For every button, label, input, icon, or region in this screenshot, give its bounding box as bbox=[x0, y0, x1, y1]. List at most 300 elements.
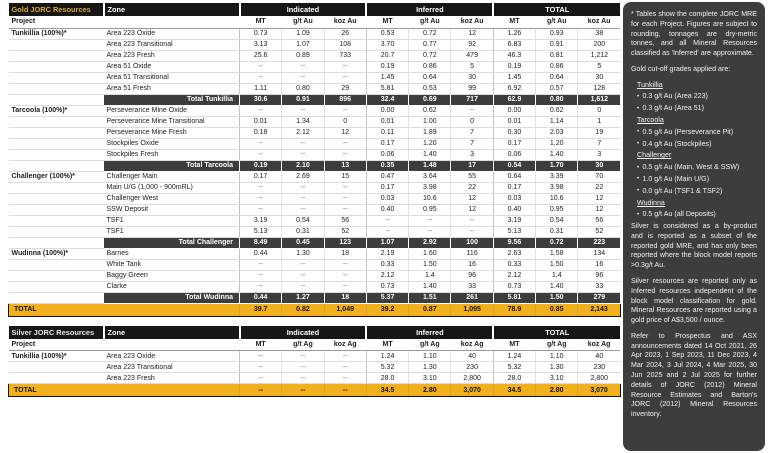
value-cell: 0.44 bbox=[240, 248, 282, 259]
project-cell bbox=[9, 281, 104, 292]
project-cell bbox=[9, 138, 104, 149]
value-cell: 3.13 bbox=[240, 39, 282, 50]
zone-cell: Area 223 Transitional bbox=[104, 362, 240, 373]
value-cell: 16 bbox=[451, 259, 493, 270]
grand-total-row bbox=[9, 303, 621, 316]
subtotal-value: 0.44 bbox=[240, 292, 282, 303]
value-cell: 0 bbox=[578, 105, 620, 116]
value-cell: 12 bbox=[451, 28, 493, 39]
value-cell: 0.17 bbox=[366, 182, 408, 193]
project-cell bbox=[9, 215, 104, 226]
group-header-inferred: Inferred bbox=[366, 3, 493, 16]
sub-header: MT bbox=[493, 339, 535, 351]
value-cell: 1.45 bbox=[366, 72, 408, 83]
value-cell: 30 bbox=[451, 72, 493, 83]
table-row bbox=[9, 373, 621, 384]
project-cell bbox=[9, 39, 104, 50]
subtotal-value: 1.07 bbox=[366, 237, 408, 248]
subtotal-value: 9.56 bbox=[493, 237, 535, 248]
value-cell: 16 bbox=[578, 259, 620, 270]
note-paragraph-intro: * Tables show the complete JORC MRE for each Project. Figures are subject to rounding, tonnages are dry-metric tonnes, and all Mineral Resources classified as 'Inferred' are approximate. bbox=[631, 10, 757, 58]
notes-sidebar bbox=[623, 2, 765, 451]
value-cell: 1.24 bbox=[366, 351, 408, 362]
value-cell: 1.20 bbox=[409, 138, 451, 149]
value-cell: 0 bbox=[324, 116, 366, 127]
value-cell: 1 bbox=[578, 116, 620, 127]
subtotal-value: 223 bbox=[578, 237, 620, 248]
value-cell: 33 bbox=[578, 281, 620, 292]
project-spacer-cell bbox=[9, 237, 104, 248]
grand-total-row bbox=[9, 384, 621, 397]
project-cell bbox=[9, 149, 104, 160]
value-cell: -- bbox=[324, 182, 366, 193]
table-title: Silver JORC Resources bbox=[9, 326, 104, 339]
sub-header: koz Au bbox=[578, 16, 620, 28]
value-cell: 1.10 bbox=[536, 351, 578, 362]
subtotal-value: 17 bbox=[451, 160, 493, 171]
zone-cell: Perseverance Mine Oxide bbox=[104, 105, 240, 116]
value-cell: 1.50 bbox=[536, 259, 578, 270]
subtotal-value: 5.81 bbox=[493, 292, 535, 303]
value-cell: -- bbox=[282, 351, 324, 362]
value-cell: 0.19 bbox=[493, 61, 535, 72]
value-cell: 0.00 bbox=[493, 105, 535, 116]
value-cell: 5.81 bbox=[366, 83, 408, 94]
value-cell: -- bbox=[282, 182, 324, 193]
value-cell: 6.92 bbox=[493, 83, 535, 94]
project-cell bbox=[9, 116, 104, 127]
value-cell: 0.17 bbox=[240, 171, 282, 182]
value-cell: 30 bbox=[578, 72, 620, 83]
value-cell: 3.98 bbox=[409, 182, 451, 193]
value-cell: -- bbox=[282, 204, 324, 215]
subtotal-value: 0.19 bbox=[240, 160, 282, 171]
value-cell: 0.93 bbox=[536, 28, 578, 39]
value-cell: 0.03 bbox=[366, 193, 408, 204]
value-cell: -- bbox=[282, 105, 324, 116]
value-cell: 230 bbox=[578, 362, 620, 373]
table-row bbox=[9, 127, 621, 138]
project-cell bbox=[9, 72, 104, 83]
sub-header: MT bbox=[366, 339, 408, 351]
table-row bbox=[9, 105, 621, 116]
cutoff-bullet: • 0.5 g/t Au (Perseverance Pit) bbox=[637, 128, 757, 138]
value-cell: -- bbox=[282, 373, 324, 384]
value-cell: 52 bbox=[578, 226, 620, 237]
value-cell: -- bbox=[324, 281, 366, 292]
note-cutoff-intro: Gold cut-off grades applied are: bbox=[631, 64, 731, 73]
subtotal-value: 18 bbox=[324, 292, 366, 303]
value-cell: 2.12 bbox=[493, 270, 535, 281]
value-cell: -- bbox=[451, 226, 493, 237]
grand-total-value: -- bbox=[324, 384, 366, 397]
sub-header: MT bbox=[240, 339, 282, 351]
value-cell: 92 bbox=[451, 39, 493, 50]
cutoff-bullet: • 0.3 g/t Au (Area 223) bbox=[637, 92, 757, 102]
value-cell: 0.47 bbox=[366, 171, 408, 182]
value-cell: -- bbox=[282, 149, 324, 160]
value-cell: -- bbox=[324, 259, 366, 270]
value-cell: 1.11 bbox=[240, 83, 282, 94]
value-cell: 55 bbox=[451, 171, 493, 182]
zone-cell: Baggy Green bbox=[104, 270, 240, 281]
value-cell: 0.18 bbox=[240, 127, 282, 138]
value-cell: -- bbox=[240, 182, 282, 193]
value-cell: 1.07 bbox=[282, 39, 324, 50]
grand-total-value: 34.5 bbox=[366, 384, 408, 397]
value-cell: -- bbox=[366, 226, 408, 237]
value-cell: -- bbox=[324, 72, 366, 83]
value-cell: 5.13 bbox=[493, 226, 535, 237]
project-cell: Tunkillia (100%)* bbox=[9, 28, 104, 39]
table-row bbox=[9, 226, 621, 237]
grand-total-value: 2.80 bbox=[536, 384, 578, 397]
value-cell: 40 bbox=[451, 351, 493, 362]
project-column-header: Project bbox=[9, 16, 104, 28]
value-cell: 2,800 bbox=[451, 373, 493, 384]
table-row bbox=[9, 138, 621, 149]
zone-subheader-spacer bbox=[104, 339, 240, 351]
value-cell: 1.30 bbox=[282, 248, 324, 259]
sub-header: koz Ag bbox=[451, 339, 493, 351]
value-cell: 0.01 bbox=[493, 116, 535, 127]
project-cell bbox=[9, 83, 104, 94]
group-header-inferred: Inferred bbox=[366, 326, 493, 339]
project-cell bbox=[9, 204, 104, 215]
value-cell: 52 bbox=[324, 226, 366, 237]
project-cell bbox=[9, 373, 104, 384]
subtotal-value: 30 bbox=[578, 160, 620, 171]
table-row bbox=[9, 149, 621, 160]
value-cell: 0.64 bbox=[493, 171, 535, 182]
value-cell: 0.73 bbox=[366, 281, 408, 292]
value-cell: -- bbox=[324, 61, 366, 72]
value-cell: 479 bbox=[451, 50, 493, 61]
project-cell bbox=[9, 362, 104, 373]
value-cell: 1.45 bbox=[493, 72, 535, 83]
value-cell: 0.77 bbox=[409, 39, 451, 50]
zone-cell: TSF1 bbox=[104, 215, 240, 226]
value-cell: -- bbox=[324, 105, 366, 116]
table-row bbox=[9, 28, 621, 39]
value-cell: 0.17 bbox=[493, 138, 535, 149]
value-cell: 0.62 bbox=[409, 105, 451, 116]
value-cell: 3 bbox=[578, 149, 620, 160]
value-cell: 5.32 bbox=[366, 362, 408, 373]
subtotal-row bbox=[9, 94, 621, 105]
value-cell: 12 bbox=[578, 204, 620, 215]
zone-cell: SSW Deposit bbox=[104, 204, 240, 215]
value-cell: -- bbox=[409, 215, 451, 226]
zone-cell: Challenger West bbox=[104, 193, 240, 204]
value-cell: -- bbox=[451, 215, 493, 226]
value-cell: 230 bbox=[451, 362, 493, 373]
grand-total-value: 39.7 bbox=[240, 303, 282, 316]
value-cell: -- bbox=[240, 61, 282, 72]
value-cell: 0.81 bbox=[536, 50, 578, 61]
project-cell: Tarcoola (100%)* bbox=[9, 105, 104, 116]
value-cell: 1.26 bbox=[493, 28, 535, 39]
value-cell: 2.12 bbox=[366, 270, 408, 281]
value-cell: 0.64 bbox=[536, 72, 578, 83]
subtotal-value: 279 bbox=[578, 292, 620, 303]
value-cell: 99 bbox=[451, 83, 493, 94]
subtotal-value: 0.54 bbox=[493, 160, 535, 171]
zone-cell: Area 223 Transitional bbox=[104, 39, 240, 50]
subtotal-value: 0.69 bbox=[409, 94, 451, 105]
table-row bbox=[9, 204, 621, 215]
value-cell: 1.40 bbox=[536, 149, 578, 160]
cutoff-heading-tunkillia: Tunkillia bbox=[637, 80, 663, 89]
value-cell: 128 bbox=[578, 83, 620, 94]
note-paragraph-refer: Refer to Prospectus and ASX announcements dated 14 Oct 2021, 26 Apr 2023, 1 Sep 2023, 11 Dec 2023, 4 Mar 2024, 3 Jul 2024, 4 Mar 2025, 30 Jun 2025 and 2 Jul 2025 for further details of JORC (2012) Mineral Resource Estimates and Barton's JORC (2012) Mineral Resources inventory. bbox=[631, 331, 757, 419]
subtotal-value: 1.70 bbox=[536, 160, 578, 171]
table-row bbox=[9, 50, 621, 61]
value-cell: 2.69 bbox=[282, 171, 324, 182]
value-cell: 0.73 bbox=[493, 281, 535, 292]
subtotal-value: 0.35 bbox=[366, 160, 408, 171]
value-cell: -- bbox=[282, 138, 324, 149]
value-cell: 0.89 bbox=[282, 50, 324, 61]
value-cell: -- bbox=[240, 204, 282, 215]
value-cell: -- bbox=[240, 193, 282, 204]
project-cell: Challenger (100%)* bbox=[9, 171, 104, 182]
table-row bbox=[9, 259, 621, 270]
value-cell: -- bbox=[282, 72, 324, 83]
value-cell: 0.30 bbox=[493, 127, 535, 138]
value-cell: -- bbox=[451, 105, 493, 116]
value-cell: 10.6 bbox=[536, 193, 578, 204]
value-cell: 1.10 bbox=[409, 351, 451, 362]
subtotal-value: 30.6 bbox=[240, 94, 282, 105]
zone-cell: TSF1 bbox=[104, 226, 240, 237]
value-cell: -- bbox=[282, 270, 324, 281]
value-cell: -- bbox=[240, 362, 282, 373]
subtotal-value: 32.4 bbox=[366, 94, 408, 105]
project-cell bbox=[9, 259, 104, 270]
tables-area bbox=[8, 3, 620, 397]
table-row bbox=[9, 182, 621, 193]
value-cell: 3.70 bbox=[366, 39, 408, 50]
project-spacer-cell bbox=[9, 94, 104, 105]
value-cell: -- bbox=[324, 351, 366, 362]
value-cell: 0.33 bbox=[366, 259, 408, 270]
cutoff-heading-tarcoola: Tarcoola bbox=[637, 116, 664, 125]
value-cell: 1.20 bbox=[536, 138, 578, 149]
value-cell: 1.30 bbox=[409, 362, 451, 373]
value-cell: 0.57 bbox=[536, 83, 578, 94]
value-cell: 1.30 bbox=[536, 362, 578, 373]
value-cell: 7 bbox=[451, 127, 493, 138]
project-column-header: Project bbox=[9, 339, 104, 351]
value-cell: 3 bbox=[451, 149, 493, 160]
value-cell: 15 bbox=[324, 171, 366, 182]
value-cell: 0.00 bbox=[366, 105, 408, 116]
subtotal-value: 1.27 bbox=[282, 292, 324, 303]
subtotal-value: 2.10 bbox=[282, 160, 324, 171]
project-spacer-cell bbox=[9, 292, 104, 303]
value-cell: 5 bbox=[451, 61, 493, 72]
zone-cell: Main U/G (1,000 - 900mRL) bbox=[104, 182, 240, 193]
project-cell bbox=[9, 193, 104, 204]
subtotal-value: 100 bbox=[451, 237, 493, 248]
value-cell: 12 bbox=[451, 193, 493, 204]
table-row bbox=[9, 39, 621, 50]
zone-cell: Clarke bbox=[104, 281, 240, 292]
group-header-indicated: Indicated bbox=[240, 3, 367, 16]
grand-total-value: 34.5 bbox=[493, 384, 535, 397]
value-cell: 0.86 bbox=[536, 61, 578, 72]
value-cell: 0.95 bbox=[536, 204, 578, 215]
value-cell: 1.40 bbox=[409, 281, 451, 292]
header-row-subcolumns bbox=[9, 16, 621, 28]
value-cell: -- bbox=[324, 149, 366, 160]
subtotal-label: Total Tunkillia bbox=[104, 94, 240, 105]
value-cell: 7 bbox=[451, 138, 493, 149]
value-cell: -- bbox=[240, 105, 282, 116]
cutoff-bullet: • 0.0 g/t Au (TSF1 & TSF2) bbox=[637, 187, 757, 197]
value-cell: 1,212 bbox=[578, 50, 620, 61]
sub-header: koz Ag bbox=[578, 339, 620, 351]
subtotal-value: 0.80 bbox=[536, 94, 578, 105]
cutoff-bullet: • 0.5 g/t Au (Main, West & SSW) bbox=[637, 163, 757, 173]
sub-header: g/t Au bbox=[282, 16, 324, 28]
grand-total-value: 3,070 bbox=[578, 384, 620, 397]
value-cell: 0.01 bbox=[240, 116, 282, 127]
value-cell: 28.0 bbox=[366, 373, 408, 384]
value-cell: 33 bbox=[451, 281, 493, 292]
value-cell: 3.10 bbox=[409, 373, 451, 384]
value-cell: -- bbox=[324, 373, 366, 384]
table-row bbox=[9, 193, 621, 204]
value-cell: 28.0 bbox=[493, 373, 535, 384]
value-cell: 2,800 bbox=[578, 373, 620, 384]
value-cell: 6.83 bbox=[493, 39, 535, 50]
zone-cell: Area 51 Oxide bbox=[104, 61, 240, 72]
project-cell bbox=[9, 50, 104, 61]
grand-total-value: 0.82 bbox=[282, 303, 324, 316]
value-cell: 0.03 bbox=[493, 193, 535, 204]
value-cell: 0.01 bbox=[366, 116, 408, 127]
subtotal-row bbox=[9, 237, 621, 248]
cutoff-bullet: • 1.0 g/t Au (Main U/G) bbox=[637, 175, 757, 185]
subtotal-value: 0.91 bbox=[282, 94, 324, 105]
subtotal-value: 0.72 bbox=[536, 237, 578, 248]
value-cell: 1.14 bbox=[536, 116, 578, 127]
value-cell: -- bbox=[366, 215, 408, 226]
value-cell: 0.86 bbox=[409, 61, 451, 72]
table-row bbox=[9, 281, 621, 292]
value-cell: 5 bbox=[578, 61, 620, 72]
sub-header: g/t Ag bbox=[409, 339, 451, 351]
value-cell: 12 bbox=[324, 127, 366, 138]
zone-cell: Area 223 Fresh bbox=[104, 50, 240, 61]
subtotal-row bbox=[9, 292, 621, 303]
value-cell: 12 bbox=[578, 193, 620, 204]
value-cell: 5.13 bbox=[240, 226, 282, 237]
table-row bbox=[9, 72, 621, 83]
silver-jorc-table bbox=[8, 326, 621, 398]
subtotal-value: 0.45 bbox=[282, 237, 324, 248]
zone-cell: Area 223 Oxide bbox=[104, 351, 240, 362]
grand-total-value: 78.9 bbox=[493, 303, 535, 316]
group-header-total: TOTAL bbox=[493, 3, 620, 16]
value-cell: 26 bbox=[324, 28, 366, 39]
sub-header: MT bbox=[493, 16, 535, 28]
sub-header: g/t Ag bbox=[282, 339, 324, 351]
value-cell: 733 bbox=[324, 50, 366, 61]
value-cell: -- bbox=[240, 72, 282, 83]
value-cell: 38 bbox=[578, 28, 620, 39]
subtotal-label: Total Tarcoola bbox=[104, 160, 240, 171]
value-cell: -- bbox=[409, 226, 451, 237]
value-cell: 0 bbox=[451, 116, 493, 127]
value-cell: 20.7 bbox=[366, 50, 408, 61]
subtotal-label: Total Challenger bbox=[104, 237, 240, 248]
value-cell: -- bbox=[282, 362, 324, 373]
table-gap bbox=[8, 317, 620, 326]
value-cell: 0.17 bbox=[493, 182, 535, 193]
project-cell: Tunkillia (100%)* bbox=[9, 351, 104, 362]
value-cell: 0.31 bbox=[536, 226, 578, 237]
value-cell: 0.54 bbox=[536, 215, 578, 226]
value-cell: 2.03 bbox=[536, 127, 578, 138]
value-cell: -- bbox=[324, 362, 366, 373]
grand-total-label: TOTAL bbox=[9, 384, 240, 397]
value-cell: 2.63 bbox=[493, 248, 535, 259]
value-cell: 7 bbox=[578, 138, 620, 149]
value-cell: 3.64 bbox=[409, 171, 451, 182]
sub-header: koz Ag bbox=[324, 339, 366, 351]
value-cell: 22 bbox=[578, 182, 620, 193]
value-cell: 1.89 bbox=[409, 127, 451, 138]
sub-header: koz Au bbox=[324, 16, 366, 28]
value-cell: 1.09 bbox=[282, 28, 324, 39]
table-row bbox=[9, 116, 621, 127]
value-cell: 0.64 bbox=[409, 72, 451, 83]
value-cell: 18 bbox=[324, 248, 366, 259]
group-header-indicated: Indicated bbox=[240, 326, 367, 339]
table-row bbox=[9, 171, 621, 182]
cutoff-bullet: • 0.5 g/t Au (all Deposits) bbox=[637, 210, 757, 220]
project-cell bbox=[9, 127, 104, 138]
sub-header: g/t Au bbox=[409, 16, 451, 28]
cutoff-list-challenger bbox=[637, 163, 757, 196]
cutoff-list-tarcoola bbox=[637, 128, 757, 150]
project-cell bbox=[9, 182, 104, 193]
project-cell: Wudinna (100%)* bbox=[9, 248, 104, 259]
value-cell: -- bbox=[240, 138, 282, 149]
value-cell: 56 bbox=[324, 215, 366, 226]
sub-header: MT bbox=[240, 16, 282, 28]
value-cell: 1.50 bbox=[409, 259, 451, 270]
value-cell: 1.40 bbox=[409, 149, 451, 160]
zone-cell: Area 223 Oxide bbox=[104, 28, 240, 39]
cutoff-heading-wudinna: Wudinna bbox=[637, 198, 665, 207]
value-cell: -- bbox=[240, 270, 282, 281]
zone-column-header: Zone bbox=[104, 3, 240, 16]
value-cell: 1.58 bbox=[536, 248, 578, 259]
sub-header: koz Au bbox=[451, 16, 493, 28]
value-cell: 0.40 bbox=[366, 204, 408, 215]
grand-total-value: 3,070 bbox=[451, 384, 493, 397]
grand-total-value: -- bbox=[240, 384, 282, 397]
table-row bbox=[9, 215, 621, 226]
subtotal-value: 896 bbox=[324, 94, 366, 105]
value-cell: 0.95 bbox=[409, 204, 451, 215]
value-cell: 40 bbox=[578, 351, 620, 362]
value-cell: -- bbox=[282, 259, 324, 270]
